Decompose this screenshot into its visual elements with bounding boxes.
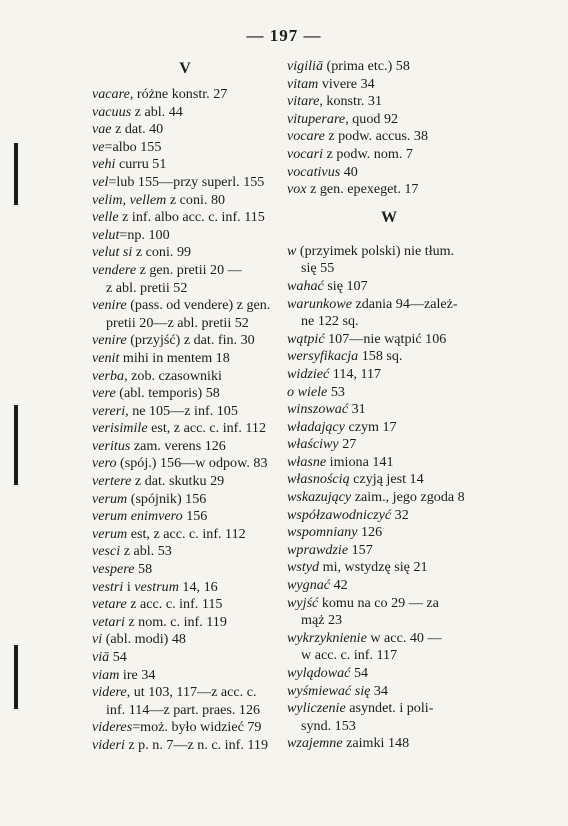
entry-headword: vocativus xyxy=(287,163,341,180)
entry-text: się 107 xyxy=(323,277,368,294)
entry-line xyxy=(287,559,491,577)
entry-headword: władający xyxy=(287,418,345,435)
entry-line xyxy=(92,420,278,438)
entry-headword: viā xyxy=(92,649,110,665)
entry-line xyxy=(92,280,278,298)
index-entry xyxy=(287,507,491,525)
entry-text: , ut 103, 117—z acc. c. xyxy=(126,684,257,701)
entry-text: 54 xyxy=(109,649,127,665)
entry-line xyxy=(92,368,278,386)
entry-line xyxy=(92,543,278,561)
index-entry xyxy=(287,665,491,683)
entry-headword: vocare xyxy=(287,128,325,145)
entry-headword: wylądować xyxy=(287,665,351,681)
entry-line xyxy=(287,128,491,146)
index-entry xyxy=(287,489,491,507)
index-entry xyxy=(92,227,278,245)
entry-headword: współzawodniczyć xyxy=(287,506,392,523)
section-letter-v: V xyxy=(179,60,191,77)
entry-text: z coni. 99 xyxy=(132,244,192,261)
entry-line xyxy=(92,192,278,210)
entry-headword: o wiele xyxy=(287,383,328,400)
entry-text: i xyxy=(123,578,135,595)
entry-text: 156 xyxy=(182,508,208,525)
entry-text: , zob. czasowniki xyxy=(124,367,222,384)
index-entry xyxy=(92,491,278,509)
index-entry xyxy=(287,93,491,111)
index-entry xyxy=(287,146,491,164)
entry-headword: vespere xyxy=(92,561,135,578)
entry-text: czym 17 xyxy=(344,418,397,435)
index-entry xyxy=(287,243,491,278)
entry-headword: vocari xyxy=(287,145,324,162)
entry-text: 107—nie wątpić 106 xyxy=(324,330,447,347)
entry-headword: własne xyxy=(287,453,327,470)
index-entry xyxy=(92,86,278,104)
entry-headword: verum xyxy=(92,525,128,542)
entry-text: zam. verens 126 xyxy=(130,437,226,454)
index-entry xyxy=(92,244,278,262)
index-entry xyxy=(287,164,491,182)
entry-line xyxy=(287,260,491,278)
entry-line xyxy=(92,332,278,350)
margin-bar xyxy=(14,143,18,205)
entry-text: , ne 105—z inf. 105 xyxy=(125,402,238,419)
entry-line xyxy=(287,577,491,595)
entry-line xyxy=(287,612,491,630)
entry-line xyxy=(92,719,278,737)
index-entry xyxy=(92,368,278,386)
index-entry xyxy=(287,471,491,489)
entry-text: 27 xyxy=(338,436,357,453)
entry-line xyxy=(287,348,491,366)
index-entry xyxy=(92,209,278,227)
section-letter-w: W xyxy=(381,208,397,226)
entry-line xyxy=(287,647,491,665)
entry-line xyxy=(92,579,278,597)
entry-line xyxy=(92,174,278,192)
entry-headword: vertere xyxy=(92,473,132,490)
index-entry xyxy=(287,366,491,384)
entry-line xyxy=(92,297,278,315)
index-entry xyxy=(287,542,491,560)
entry-text: =lub 155—przy superl. 155 xyxy=(108,173,265,190)
entry-line xyxy=(92,702,278,720)
index-entry xyxy=(287,524,491,542)
index-entry xyxy=(92,156,278,174)
entry-line xyxy=(92,350,278,368)
entry-headword: veritus xyxy=(92,437,131,454)
entry-line xyxy=(92,156,278,174)
index-entry xyxy=(92,403,278,421)
entry-line xyxy=(287,735,491,753)
entry-text: (abl. temporis) 58 xyxy=(115,385,220,402)
index-column-left xyxy=(92,58,278,755)
entry-text: (spój.) 156—w odpow. 83 xyxy=(116,455,268,472)
entry-headword: videri xyxy=(92,736,125,753)
index-entry xyxy=(287,700,491,735)
entry-headword: widzieć xyxy=(287,365,330,382)
entry-line xyxy=(92,684,278,702)
entry-headword: wersyfikacja xyxy=(287,348,359,365)
entry-line xyxy=(287,595,491,613)
index-entry xyxy=(92,614,278,632)
entry-line xyxy=(92,649,278,667)
entry-headword: velut si xyxy=(92,244,133,261)
entry-line xyxy=(287,471,491,489)
index-entry xyxy=(92,297,278,332)
entry-line xyxy=(287,384,491,402)
index-entry xyxy=(92,385,278,403)
entry-headword: vigiliā xyxy=(287,58,324,74)
entry-headword: verum xyxy=(92,490,128,507)
index-entry xyxy=(287,58,491,76)
entry-text: z nom. c. inf. 119 xyxy=(124,613,227,630)
entry-line xyxy=(287,164,491,182)
entry-headword: videres xyxy=(92,719,133,736)
index-entry xyxy=(92,579,278,597)
margin-bar xyxy=(14,405,18,485)
entry-line xyxy=(287,665,491,683)
index-entry xyxy=(92,596,278,614)
entry-text: (spójnik) 156 xyxy=(127,490,207,507)
entry-text: curru 51 xyxy=(115,156,167,173)
entry-headword: wzajemne xyxy=(287,735,343,752)
entry-text: =moż. było widzieć 79 xyxy=(132,719,262,736)
entry-text: pretii 20—z abl. pretii 52 xyxy=(106,314,249,331)
index-entry xyxy=(287,577,491,595)
entry-headword: viam xyxy=(92,666,120,683)
entry-line xyxy=(92,438,278,456)
entry-line xyxy=(287,419,491,437)
index-entry xyxy=(287,181,491,199)
entry-list-v xyxy=(92,86,278,755)
index-entry xyxy=(287,595,491,630)
entry-line xyxy=(92,508,278,526)
index-entry xyxy=(92,262,278,297)
entry-text: z podw. accus. 38 xyxy=(324,128,429,145)
entry-headword: vacare xyxy=(92,86,130,102)
entry-line xyxy=(287,93,491,111)
index-entry xyxy=(287,559,491,577)
entry-headword: vesci xyxy=(92,543,121,560)
index-entry xyxy=(92,438,278,456)
index-entry xyxy=(287,128,491,146)
entry-text: vivere 34 xyxy=(318,75,375,92)
index-entry xyxy=(287,76,491,94)
entry-line xyxy=(92,315,278,333)
entry-headword: velle xyxy=(92,209,119,226)
entry-line xyxy=(287,630,491,648)
index-entry xyxy=(287,348,491,366)
entry-headword: vetare xyxy=(92,596,127,613)
entry-line xyxy=(92,104,278,122)
entry-headword: velut xyxy=(92,226,120,243)
entry-line xyxy=(92,473,278,491)
index-entry xyxy=(92,104,278,122)
entry-text: (pass. od vendere) z gen. xyxy=(126,297,271,314)
entry-text: =np. 100 xyxy=(119,226,170,243)
entry-text: z abl. 44 xyxy=(131,103,183,120)
entry-line xyxy=(287,58,491,76)
index-entry xyxy=(92,667,278,685)
entry-headword: wahać xyxy=(287,277,324,294)
entry-line xyxy=(92,227,278,245)
entry-text: est, z acc. c. inf. 112 xyxy=(127,525,246,542)
entry-text: mąż 23 xyxy=(301,612,343,629)
entry-line xyxy=(287,401,491,419)
entry-headword: winszować xyxy=(287,401,349,418)
entry-headword: vitam xyxy=(287,75,319,92)
entry-headword: vere xyxy=(92,385,116,402)
entry-text: 157 xyxy=(348,541,373,558)
entry-line xyxy=(287,313,491,331)
entry-text: 42 xyxy=(330,577,348,594)
index-entry xyxy=(92,455,278,473)
entry-text: w acc. c. inf. 117 xyxy=(301,647,398,664)
entry-line xyxy=(287,331,491,349)
index-entry xyxy=(287,331,491,349)
margin-bar xyxy=(14,645,18,709)
entry-line xyxy=(92,403,278,421)
index-entry xyxy=(92,420,278,438)
index-entry xyxy=(92,508,278,526)
entry-text: z gen. pretii 20 — xyxy=(136,261,242,278)
index-entry xyxy=(92,350,278,368)
entry-line xyxy=(287,146,491,164)
entry-text: zdania 94—zależ- xyxy=(351,295,458,312)
entry-line xyxy=(287,683,491,701)
entry-headword: vel xyxy=(92,173,109,190)
entry-line xyxy=(92,86,278,104)
index-entry xyxy=(287,278,491,296)
entry-headword: vereri xyxy=(92,402,126,419)
entry-line xyxy=(92,244,278,262)
entry-line xyxy=(92,262,278,280)
entry-text: 114, 117 xyxy=(329,365,382,382)
entry-text: czyją jest 14 xyxy=(349,471,424,488)
index-entry xyxy=(92,719,278,737)
entry-text: synd. 153 xyxy=(301,717,356,734)
index-entry xyxy=(287,735,491,753)
entry-headword: vendere xyxy=(92,261,137,278)
index-entry xyxy=(287,401,491,419)
entry-headword: vetari xyxy=(92,613,125,630)
entry-text: 32 xyxy=(391,506,409,523)
index-entry xyxy=(92,332,278,350)
index-entry xyxy=(287,454,491,472)
index-entry xyxy=(92,543,278,561)
entry-headword: vero xyxy=(92,455,117,472)
entry-text: się 55 xyxy=(301,260,335,277)
entry-line xyxy=(287,243,491,261)
entry-text: mi, wstydzę się 21 xyxy=(319,559,428,576)
entry-headword: wskazujący xyxy=(287,489,352,506)
entry-text: (prima etc.) 58 xyxy=(323,58,410,74)
entry-headword: vae xyxy=(92,121,112,138)
entry-headword: vi xyxy=(92,631,103,648)
entry-headword: wyśmiewać się xyxy=(287,682,371,699)
entry-headword: vacuus xyxy=(92,103,132,120)
entry-headword: wykrzyknienie xyxy=(287,629,367,646)
entry-text: z abl. 53 xyxy=(120,543,172,560)
entry-text: asyndet. i poli- xyxy=(345,700,434,717)
entry-headword: wyliczenie xyxy=(287,700,346,717)
entry-text: =albo 155 xyxy=(104,138,162,155)
entry-line xyxy=(92,385,278,403)
entry-line xyxy=(92,139,278,157)
index-entry xyxy=(287,436,491,454)
entry-text: 58 xyxy=(134,561,153,578)
entry-line xyxy=(92,631,278,649)
index-entry xyxy=(287,111,491,129)
entry-line xyxy=(287,507,491,525)
entry-text: z abl. pretii 52 xyxy=(106,279,188,296)
entry-line xyxy=(287,436,491,454)
entry-headword: vitare xyxy=(287,93,320,110)
entry-headword: verba xyxy=(92,367,125,384)
entry-text: 126 xyxy=(357,524,383,541)
entry-text: , konstr. 31 xyxy=(319,93,383,110)
entry-text: 54 xyxy=(350,665,369,681)
index-column-right xyxy=(287,58,491,753)
entry-text: imiona 141 xyxy=(326,453,394,470)
index-entry xyxy=(92,631,278,649)
entry-text: ire 34 xyxy=(119,666,156,683)
entry-line xyxy=(287,296,491,314)
entry-text: inf. 114—z part. praes. 126 xyxy=(106,701,261,718)
entry-text: z gen. epexeget. 17 xyxy=(306,181,419,198)
index-entry xyxy=(92,121,278,139)
entry-text: z inf. albo acc. c. inf. 115 xyxy=(118,209,265,226)
index-entry xyxy=(92,649,278,667)
entry-text: z podw. nom. 7 xyxy=(323,145,413,162)
entry-text: 34 xyxy=(370,682,388,699)
entry-text: 158 sq. xyxy=(358,348,403,365)
entry-text: 40 xyxy=(340,163,358,180)
entry-text: (przyjść) z dat. fin. 30 xyxy=(126,332,255,349)
index-entry xyxy=(287,419,491,437)
entry-headword: velim, vellem xyxy=(92,191,167,208)
entry-headword: wątpić xyxy=(287,330,325,347)
entry-headword: verum enimvero xyxy=(92,508,183,525)
entry-text: (abl. modi) 48 xyxy=(102,631,186,648)
entry-headword: vox xyxy=(287,181,307,198)
entry-line xyxy=(92,667,278,685)
entry-text: z dat. skutku 29 xyxy=(131,473,225,490)
entry-headword: wstyd xyxy=(287,559,320,576)
entry-line xyxy=(287,366,491,384)
index-entry xyxy=(92,174,278,192)
entry-text: z p. n. 7—z n. c. inf. 119 xyxy=(124,736,269,753)
entry-headword: vestrum xyxy=(134,578,179,595)
entry-line xyxy=(287,111,491,129)
index-entry xyxy=(287,630,491,665)
entry-headword: wyjść xyxy=(287,594,319,611)
entry-headword: właściwy xyxy=(287,436,339,453)
entry-headword: venire xyxy=(92,332,127,349)
entry-line xyxy=(287,700,491,718)
entry-text: est, z acc. c. inf. 112 xyxy=(147,420,267,437)
entry-text: mihi in mentem 18 xyxy=(119,349,230,366)
entry-list-v-continued xyxy=(287,58,491,199)
entry-line xyxy=(92,737,278,755)
entry-line xyxy=(92,121,278,139)
entry-line xyxy=(92,561,278,579)
entry-headword: venire xyxy=(92,297,127,314)
entry-headword: wspomniany xyxy=(287,524,358,541)
index-entry xyxy=(287,384,491,402)
entry-text: 53 xyxy=(327,383,345,400)
entry-headword: verisimile xyxy=(92,420,148,437)
entry-headword: vestri xyxy=(92,578,124,595)
entry-text: zaim., jego zgoda 8 xyxy=(351,489,465,506)
entry-text: 14, 16 xyxy=(178,578,218,595)
entry-text: w acc. 40 — xyxy=(366,629,442,646)
entry-headword: warunkowe xyxy=(287,295,352,312)
entry-headword: wprawdzie xyxy=(287,541,349,558)
entry-headword: videre xyxy=(92,684,127,701)
index-entry xyxy=(92,192,278,210)
entry-line xyxy=(287,524,491,542)
index-entry xyxy=(92,526,278,544)
entry-text: ne 122 sq. xyxy=(301,313,359,330)
entry-line xyxy=(287,76,491,94)
entry-text: z coni. 80 xyxy=(166,191,226,208)
entry-headword: ve xyxy=(92,138,105,155)
entry-list-w xyxy=(287,243,491,753)
entry-line xyxy=(287,454,491,472)
entry-line xyxy=(92,596,278,614)
entry-line xyxy=(92,455,278,473)
index-entry xyxy=(287,683,491,701)
index-entry xyxy=(92,561,278,579)
entry-headword: własnością xyxy=(287,471,350,488)
index-entry xyxy=(287,296,491,331)
entry-line xyxy=(287,542,491,560)
index-entry xyxy=(92,139,278,157)
entry-line xyxy=(92,491,278,509)
entry-line xyxy=(92,614,278,632)
entry-text: , quod 92 xyxy=(345,110,399,127)
entry-headword: venit xyxy=(92,349,120,366)
entry-headword: vehi xyxy=(92,156,116,173)
entry-text: 31 xyxy=(348,401,366,418)
entry-line xyxy=(287,718,491,736)
entry-line xyxy=(287,181,491,199)
index-entry xyxy=(92,473,278,491)
entry-headword: wygnać xyxy=(287,577,331,594)
index-entry xyxy=(92,684,278,719)
entry-text: zaimki 148 xyxy=(342,735,410,752)
entry-text: (przyimek polski) nie tłum. xyxy=(296,242,455,259)
entry-text: z dat. 40 xyxy=(111,121,164,138)
entry-line xyxy=(287,489,491,507)
entry-line xyxy=(92,526,278,544)
entry-headword: w xyxy=(287,242,297,259)
entry-text: , różne konstr. 27 xyxy=(129,86,228,102)
index-entry xyxy=(92,737,278,755)
entry-text: z acc. c. inf. 115 xyxy=(126,596,223,613)
entry-headword: vituperare xyxy=(287,110,346,127)
entry-line xyxy=(92,209,278,227)
page-number: — 197 — xyxy=(246,26,322,45)
entry-line xyxy=(287,278,491,296)
entry-text: komu na co 29 — za xyxy=(318,594,439,611)
